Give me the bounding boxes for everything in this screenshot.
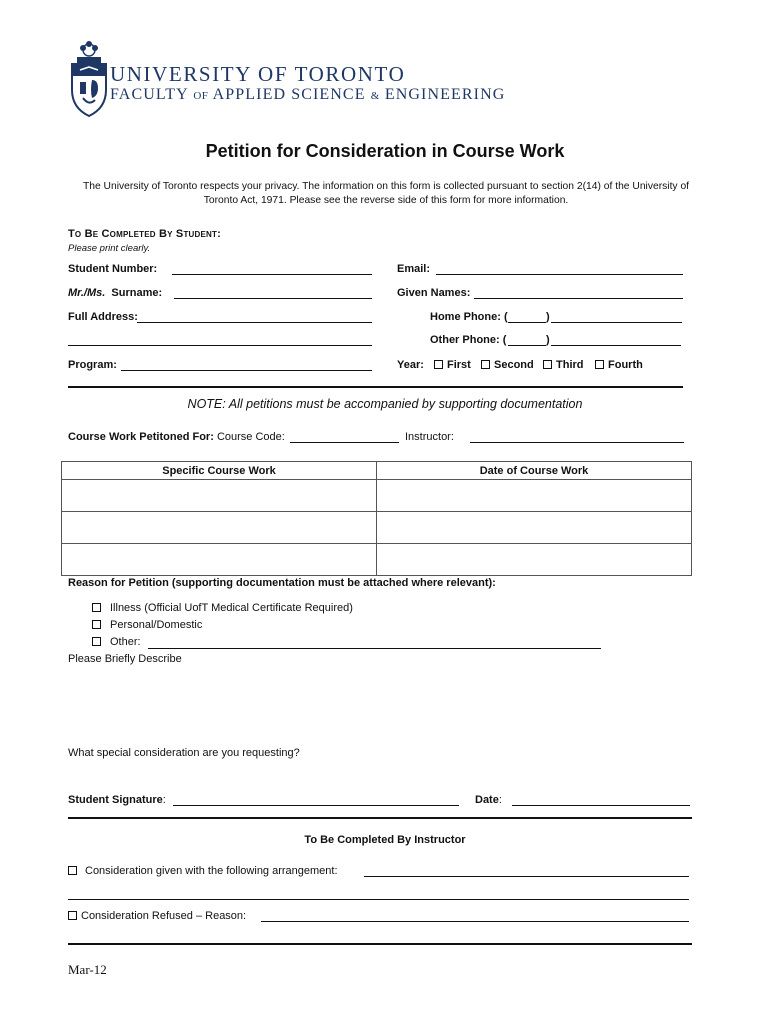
reason-option-personal-label: Personal/Domestic <box>110 619 203 631</box>
checkbox-icon <box>434 360 443 369</box>
specific-course-work-cell[interactable] <box>62 544 377 576</box>
year-option-fourth-label: Fourth <box>608 359 643 371</box>
faculty-name-of: OF <box>193 90 209 102</box>
year-option-third-label: Third <box>556 359 584 371</box>
year-option-second-label: Second <box>494 359 534 371</box>
date-of-course-work-cell[interactable] <box>377 512 692 544</box>
documentation-note: NOTE: All petitions must be accompanied by supporting documentation <box>187 397 583 411</box>
reason-option-illness-label: Illness (Official UofT Medical Certificate Required) <box>110 602 353 614</box>
refused-reason-field[interactable] <box>261 921 689 922</box>
signature-label: Student Signature <box>68 794 163 806</box>
faculty-name <box>110 86 505 104</box>
other-phone-close-paren: ) <box>546 334 550 346</box>
email-label: Email: <box>397 263 431 275</box>
year-option-third[interactable] <box>543 359 584 371</box>
instructor-label: Instructor: <box>405 431 454 443</box>
consideration-given-option[interactable] <box>68 865 338 877</box>
date-label: Date <box>475 794 499 806</box>
checkbox-icon <box>481 360 490 369</box>
table-row <box>62 544 692 576</box>
title-label: Mr./Ms. <box>68 287 106 299</box>
reason-option-personal[interactable] <box>92 619 202 631</box>
consideration-given-label: Consideration given with the following arrangement: <box>85 865 338 877</box>
given-names-label: Given Names: <box>397 287 471 299</box>
date-of-course-work-cell[interactable] <box>377 544 692 576</box>
surname-field[interactable] <box>174 298 372 299</box>
course-work-table <box>61 461 692 576</box>
table-header-row <box>62 462 692 480</box>
program-field[interactable] <box>121 370 372 371</box>
specific-course-work-cell[interactable] <box>62 480 377 512</box>
surname-label-group <box>68 287 162 299</box>
reason-option-illness[interactable] <box>92 602 353 614</box>
date-field[interactable] <box>512 805 690 806</box>
form-title: Petition for Consideration in Course Work <box>205 141 565 161</box>
year-option-second[interactable] <box>481 359 534 371</box>
course-work-label: Course Work Petitoned For: <box>68 431 214 443</box>
other-phone-field[interactable] <box>551 345 681 346</box>
course-work-row <box>68 431 285 443</box>
program-label: Program: <box>68 359 117 371</box>
consideration-arrangement-field[interactable] <box>364 876 689 877</box>
date-colon: : <box>498 794 502 806</box>
section-divider <box>68 817 692 819</box>
date-of-course-work-header: Date of Course Work <box>377 462 692 480</box>
faculty-name-part1: FACULTY <box>110 86 189 103</box>
home-phone-label: Home Phone: ( <box>430 311 508 323</box>
date-label-group <box>475 794 502 806</box>
table-row <box>62 480 692 512</box>
student-section-heading: To Be Completed By Student: <box>68 228 221 240</box>
checkbox-icon <box>92 637 101 646</box>
other-phone-area-code-field[interactable] <box>508 345 546 346</box>
checkbox-icon <box>92 603 101 612</box>
specific-course-work-cell[interactable] <box>62 512 377 544</box>
year-option-first[interactable] <box>434 359 471 371</box>
instructor-section-heading: To Be Completed By Instructor <box>304 834 466 846</box>
checkbox-icon <box>68 911 77 920</box>
privacy-statement: The University of Toronto respects your privacy. The information on this form is collected pursuant to section 2(14) of the University of Toronto Act, 1971. Please see the reverse side of this form for more information. <box>82 181 690 206</box>
other-reason-field[interactable] <box>148 648 601 649</box>
revision-date: Mar-12 <box>68 962 107 977</box>
consideration-arrangement-line2-field[interactable] <box>68 899 689 900</box>
university-name: UNIVERSITY OF TORONTO <box>110 62 406 86</box>
signature-label-group <box>68 794 166 806</box>
full-address-field[interactable] <box>137 322 372 323</box>
full-address-label: Full Address: <box>68 311 138 323</box>
request-label: What special consideration are you requesting? <box>68 747 300 759</box>
consideration-refused-option[interactable] <box>68 910 246 922</box>
home-phone-close-paren: ) <box>546 311 550 323</box>
checkbox-icon <box>595 360 604 369</box>
instructor-field[interactable] <box>470 442 684 443</box>
signature-field[interactable] <box>173 805 459 806</box>
year-option-fourth[interactable] <box>595 359 643 371</box>
consideration-refused-label: Consideration Refused – Reason: <box>81 910 247 922</box>
email-field[interactable] <box>436 274 683 275</box>
describe-label: Please Briefly Describe <box>68 653 182 665</box>
university-crest-logo <box>68 40 110 120</box>
specific-course-work-header: Specific Course Work <box>62 462 377 480</box>
reason-option-other[interactable] <box>92 636 141 648</box>
course-code-label: Course Code: <box>216 431 285 443</box>
given-names-field[interactable] <box>474 298 683 299</box>
year-option-first-label: First <box>447 359 471 371</box>
full-address-line2-field[interactable] <box>68 345 372 346</box>
section-divider <box>68 386 683 388</box>
student-number-field[interactable] <box>172 274 372 275</box>
section-divider <box>68 943 692 945</box>
course-code-field[interactable] <box>290 442 399 443</box>
checkbox-icon <box>92 620 101 629</box>
date-of-course-work-cell[interactable] <box>377 480 692 512</box>
checkbox-icon <box>68 866 77 875</box>
student-number-label: Student Number: <box>68 263 158 275</box>
home-phone-field[interactable] <box>551 322 682 323</box>
other-phone-label: Other Phone: ( <box>430 334 507 346</box>
home-phone-area-code-field[interactable] <box>508 322 546 323</box>
signature-colon: : <box>162 794 166 806</box>
year-label: Year: <box>397 359 424 371</box>
surname-label: Surname: <box>111 287 163 299</box>
reason-heading: Reason for Petition (supporting documentation must be attached where relevant): <box>68 577 496 589</box>
checkbox-icon <box>543 360 552 369</box>
faculty-name-amp: & <box>370 90 380 102</box>
reason-option-other-label: Other: <box>110 636 141 648</box>
faculty-name-part3: ENGINEERING <box>384 86 506 103</box>
print-clearly-note: Please print clearly. <box>68 243 151 254</box>
faculty-name-part2: APPLIED SCIENCE <box>212 86 366 103</box>
table-row <box>62 512 692 544</box>
